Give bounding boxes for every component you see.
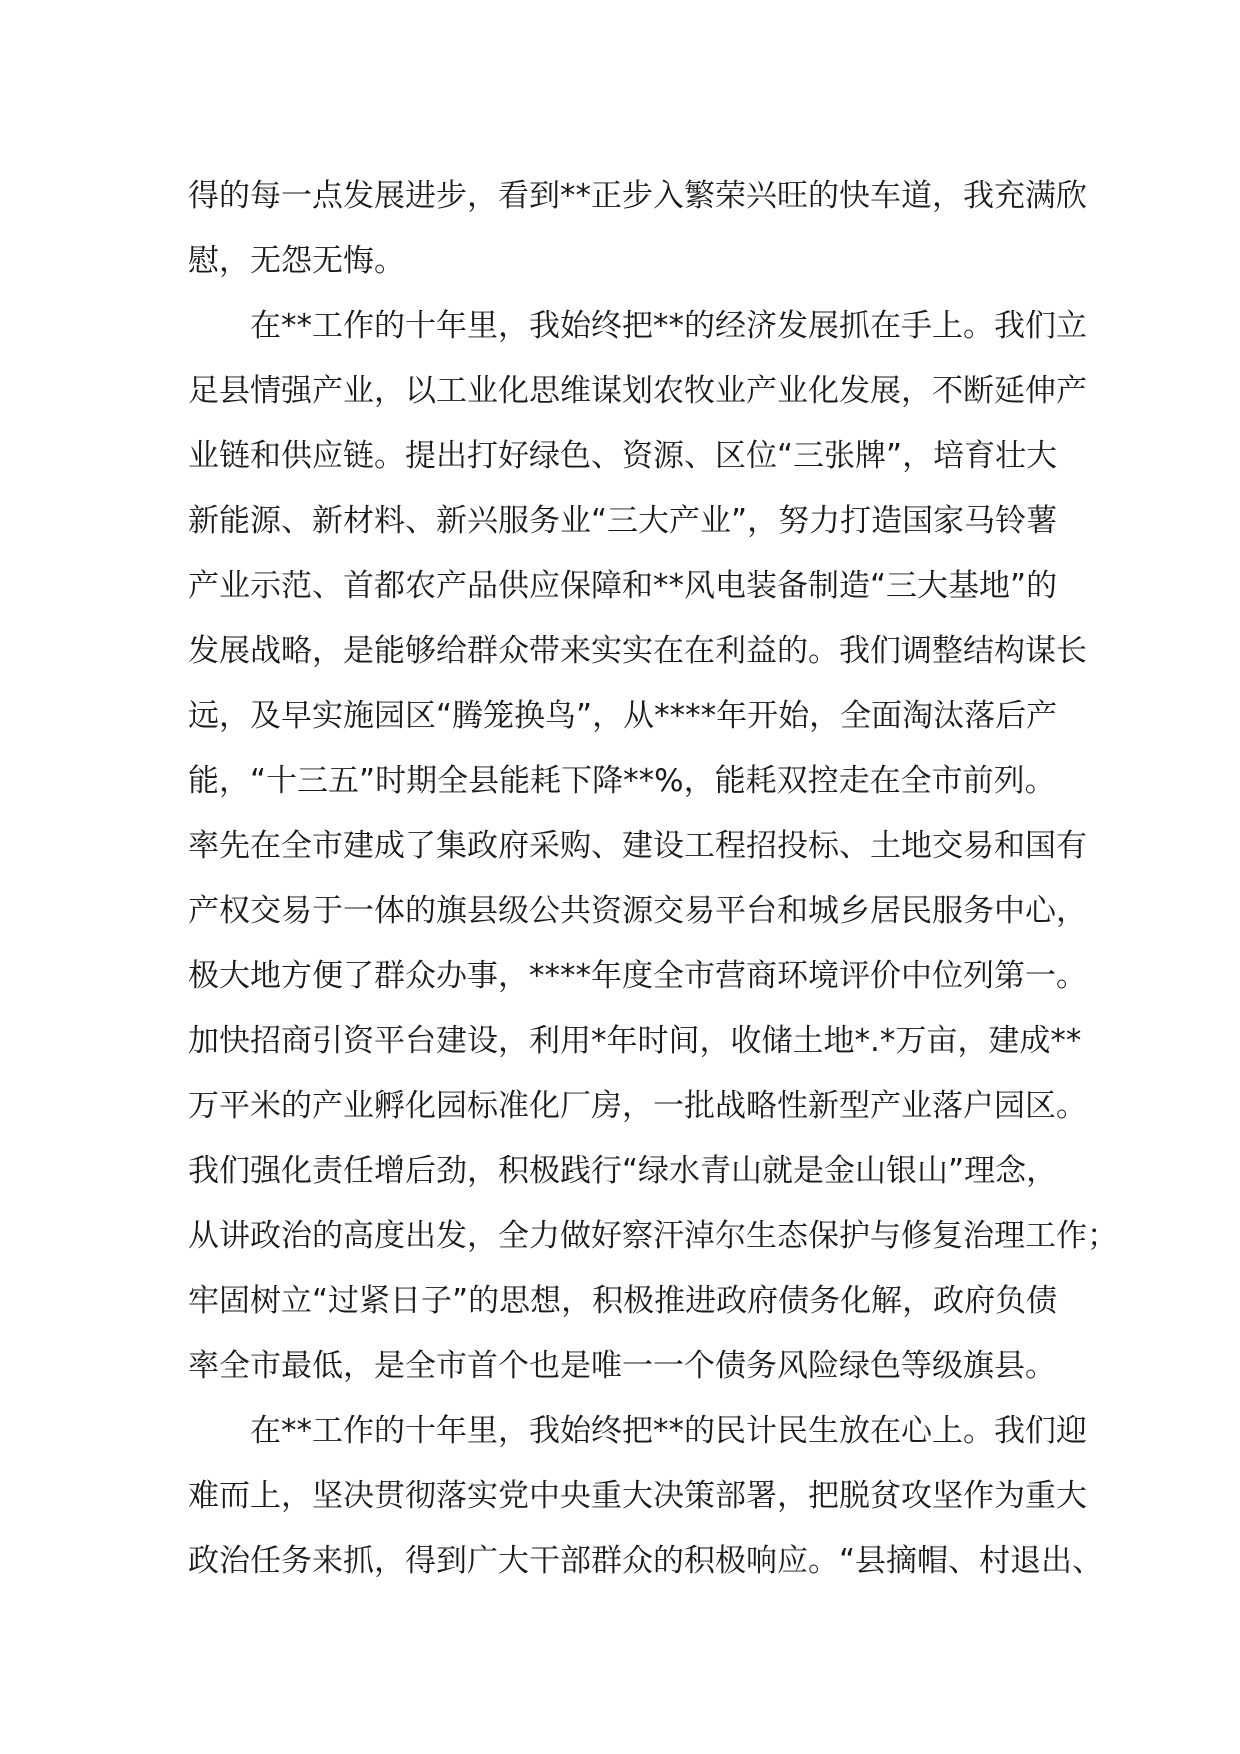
- text-line: 得的每一点发展进步，看到**正步入繁荣兴旺的快车道，我充满欣: [188, 178, 1087, 214]
- text-line: 极大地方便了群众办事，****年度全市营商环境评价中位列第一。: [188, 958, 1087, 994]
- text-line: 万平米的产业孵化园标准化厂房，一批战略性新型产业落户园区。: [188, 1088, 1087, 1124]
- text-line: 产业示范、首都农产品供应保障和**风电装备制造“三大基地”的: [188, 568, 1058, 604]
- text-line: 我们强化责任增后劲，积极践行“绿水青山就是金山银山”理念，: [188, 1153, 1058, 1189]
- text-line: 足县情强产业，以工业化思维谋划农牧业产业化发展，不断延伸产: [188, 373, 1087, 409]
- text-line: 产权交易于一体的旗县级公共资源交易平台和城乡居民服务中心，: [188, 893, 1087, 929]
- text-line: 新能源、新材料、新兴服务业“三大产业”，努力打造国家马铃薯: [188, 503, 1058, 539]
- text-line: 在**工作的十年里，我始终把**的经济发展抓在手上。我们立: [188, 308, 1087, 344]
- text-line: 加快招商引资平台建设，利用*年时间，收储土地*.*万亩，建成**: [188, 1023, 1082, 1059]
- text-line: 发展战略，是能够给群众带来实实在在利益的。我们调整结构谋长: [188, 633, 1087, 669]
- text-line: 率先在全市建成了集政府采购、建设工程招投标、土地交易和国有: [188, 828, 1087, 864]
- text-line: 慰，无怨无悔。: [188, 243, 405, 279]
- text-line: 率全市最低，是全市首个也是唯一一个债务风险绿色等级旗县。: [188, 1348, 1056, 1384]
- text-line: 从讲政治的高度出发，全力做好察汗淖尔生态保护与修复治理工作；: [188, 1218, 1118, 1254]
- text-line: 在**工作的十年里，我始终把**的民计民生放在心上。我们迎: [188, 1413, 1087, 1449]
- text-line: 牢固树立“过紧日子”的思想，积极推进政府债务化解，政府负债: [188, 1283, 1058, 1319]
- text-line: 难而上，坚决贯彻落实党中央重大决策部署，把脱贫攻坚作为重大: [188, 1478, 1087, 1514]
- text-line: 能，“十三五”时期全县能耗下降**%，能耗双控走在全市前列。: [188, 763, 1056, 799]
- text-line: 政治任务来抓，得到广大干部群众的积极响应。“县摘帽、村退出、: [188, 1543, 1104, 1579]
- body-text: [188, 164, 1118, 1594]
- text-line: 业链和供应链。提出打好绿色、资源、区位“三张牌”，培育壮大: [188, 438, 1058, 474]
- text-line: 远，及早实施园区“腾笼换鸟”，从****年开始，全面淘汰落后产: [188, 698, 1058, 734]
